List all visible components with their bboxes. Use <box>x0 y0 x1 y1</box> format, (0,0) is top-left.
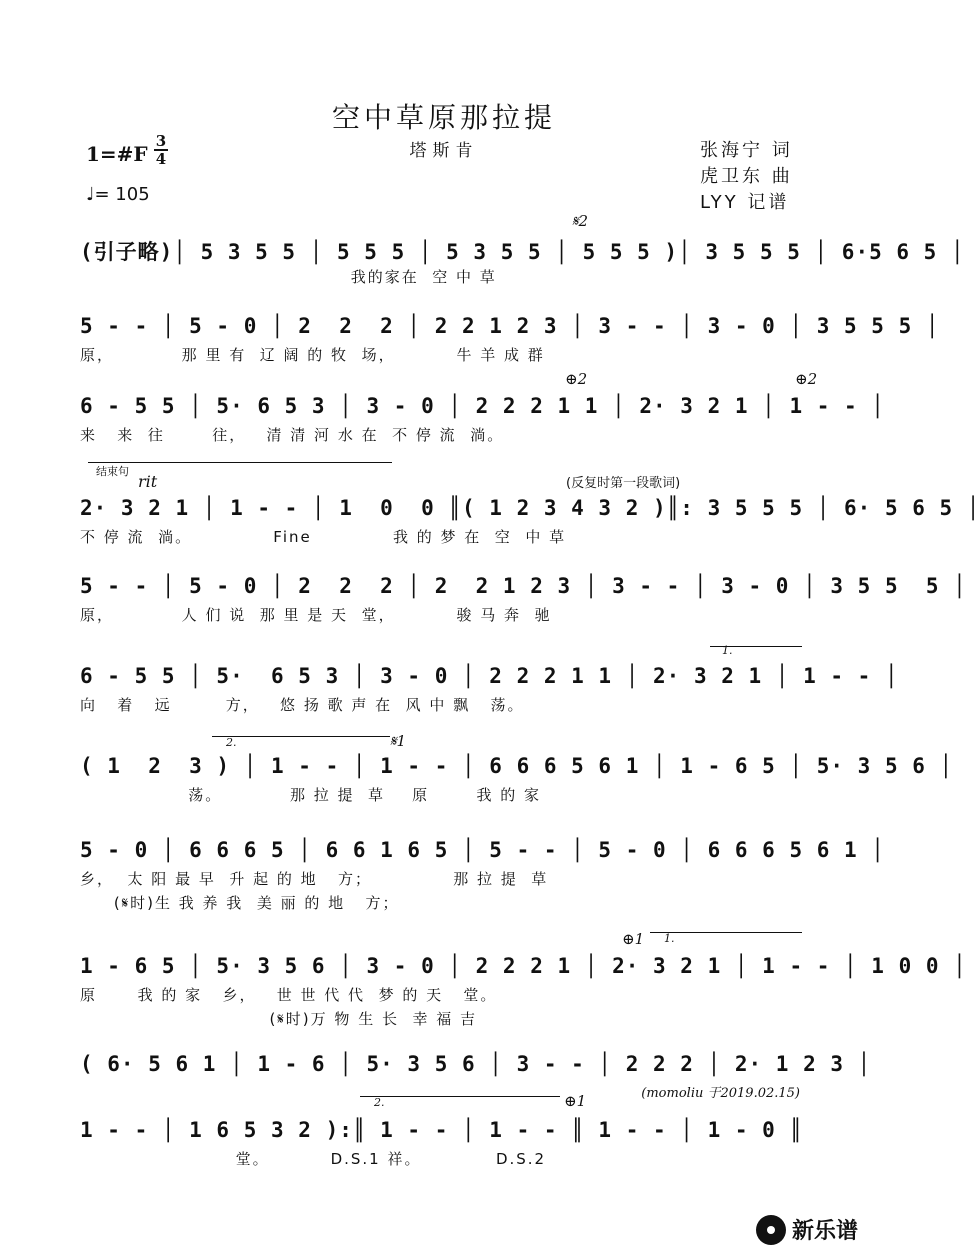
coda-1-marker-b: ⊕1 <box>564 1092 587 1110</box>
lyrics-line: 我的家在 空 中 草 <box>80 268 497 286</box>
lyrics-line: 原， 人 们 说 那 里 是 天 堂， 骏 马 奔 驰 <box>80 606 552 624</box>
lyrics-line: 荡。 那 拉 提 草 原 我 的 家 <box>80 786 542 804</box>
repeat-lyrics-note: (反复时第一段歌词) <box>566 476 681 491</box>
logo-text: 新乐谱 <box>792 1219 859 1244</box>
score-row-2 <box>80 314 940 364</box>
score-row-6 <box>80 664 899 714</box>
composer-credit: 虎卫东 曲 <box>700 166 793 187</box>
score-row-11 <box>80 1118 810 1168</box>
notes-line: (引子略)│ 5 3 5 5 │ 5 5 5 │ 5 3 5 5 │ 5 5 5 )│ 3 5 5 5 │ 6·5 6 5 │ <box>80 240 965 264</box>
score-row-1 <box>80 236 965 286</box>
transcription-credit: (momoliu 于2019.02.15) <box>641 1086 800 1101</box>
notes-line: 1 - 6 5 │ 5· 3 5 6 │ 3 - 0 │ 2 2 2 1 │ 2· 3 2 1 │ 1 - - │ 1 0 0 │ <box>80 954 967 978</box>
volta-1-label-b: 1. <box>664 932 675 945</box>
transcriber-credit: LYY 记谱 <box>700 192 790 213</box>
meter-bottom: 4 <box>155 150 167 168</box>
notes-line: 6 - 5 5 │ 5· 6 5 3 │ 3 - 0 │ 2 2 2 1 1 │ 2· 3 2 1 │ 1 - - │ <box>80 394 885 418</box>
score-row-9 <box>80 954 967 1028</box>
notes-line: 1 - - │ 1 6 5 3 2 ):║ 1 - - │ 1 - - ║ 1 - - │ 1 - 0 ║ <box>80 1118 804 1142</box>
lyrics-line: 原 我 的 家 乡， 世 世 代 代 梦 的 天 堂。 <box>80 986 498 1004</box>
notes-line: 2· 3 2 1 │ 1 - - │ 1 0 0 ║( 1 2 3 4 3 2 )║: 3 5 5 5 │ 6· 5 6 5 │ <box>80 496 980 520</box>
score-row-8 <box>80 838 885 912</box>
notes-line: 6 - 5 5 │ 5· 6 5 3 │ 3 - 0 │ 2 2 2 1 1 │ 2· 3 2 1 │ 1 - - │ <box>80 664 899 688</box>
lyrics-line: 堂。 D.S.1 祥。 D.S.2 <box>80 1150 547 1168</box>
lyricist-credit: 张海宁 词 <box>700 140 793 161</box>
lyrics-line-alt: (𝄋时)生 我 养 我 美 丽 的 地 方； <box>80 894 400 912</box>
tempo-mark: ♩= 105 <box>86 184 150 205</box>
score-row-4 <box>80 496 980 546</box>
notes-line: 5 - - │ 5 - 0 │ 2 2 2 │ 2 2 1 2 3 │ 3 - - │ 3 - 0 │ 3 5 5 5 │ <box>80 574 967 598</box>
key-signature: 1=#F <box>86 142 148 166</box>
ritardando-mark: rit <box>138 472 158 491</box>
lyrics-line: 原， 那 里 有 辽 阔 的 牧 场， 牛 羊 成 群 <box>80 346 545 364</box>
score-row-3 <box>80 394 885 444</box>
lyrics-line: 向 着 远 方， 悠 扬 歌 声 在 风 中 飘 荡。 <box>80 696 525 714</box>
meter-top: 3 <box>155 132 167 150</box>
record-disc-icon <box>756 1215 786 1245</box>
coda-2-marker-a: ⊕2 <box>565 370 588 388</box>
time-signature <box>154 134 168 166</box>
notes-line: 5 - - │ 5 - 0 │ 2 2 2 │ 2 2 1 2 3 │ 3 - - │ 3 - 0 │ 3 5 5 5 │ <box>80 314 940 338</box>
site-logo <box>756 1214 858 1245</box>
ending-phrase-label: 结束句 <box>96 465 129 478</box>
lyrics-line: 不 停 流 淌。 Fine 我 的 梦 在 空 中 草 <box>80 528 567 546</box>
score-row-5 <box>80 574 967 624</box>
segno-2-marker: 𝄋2 <box>572 212 588 230</box>
lyrics-line: 来 来 往 往， 清 清 河 水 在 不 停 流 淌。 <box>80 426 505 444</box>
singer-name: 塔斯肯 <box>409 141 479 161</box>
notes-line: ( 1 2 3 ) │ 1 - - │ 1 - - │ 6 6 6 5 6 1 │ 1 - 6 5 │ 5· 3 5 6 │ <box>80 754 954 778</box>
song-title: 空中草原那拉提 <box>331 101 556 134</box>
coda-1-marker-a: ⊕1 <box>622 930 645 948</box>
segno-1-marker: 𝄋1 <box>390 732 406 750</box>
notes-line: 5 - 0 │ 6 6 6 5 │ 6 6 1 6 5 │ 5 - - │ 5 - 0 │ 6 6 6 5 6 1 │ <box>80 838 885 862</box>
lyrics-line: 乡， 太 阳 最 早 升 起 的 地 方； 那 拉 提 草 <box>80 870 549 888</box>
score-row-7 <box>80 754 954 804</box>
volta-2-label-a: 2. <box>226 736 237 749</box>
volta-1-label-a: 1. <box>722 644 733 657</box>
coda-2-marker-b: ⊕2 <box>795 370 818 388</box>
lyrics-line-alt: (𝄋时)万 物 生 长 幸 福 吉 <box>80 1010 478 1028</box>
volta-2-label-b: 2. <box>374 1096 385 1109</box>
notes-line: ( 6· 5 6 1 │ 1 - 6 │ 5· 3 5 6 │ 3 - - │ 2 2 2 │ 2· 1 2 3 │ <box>80 1052 872 1076</box>
